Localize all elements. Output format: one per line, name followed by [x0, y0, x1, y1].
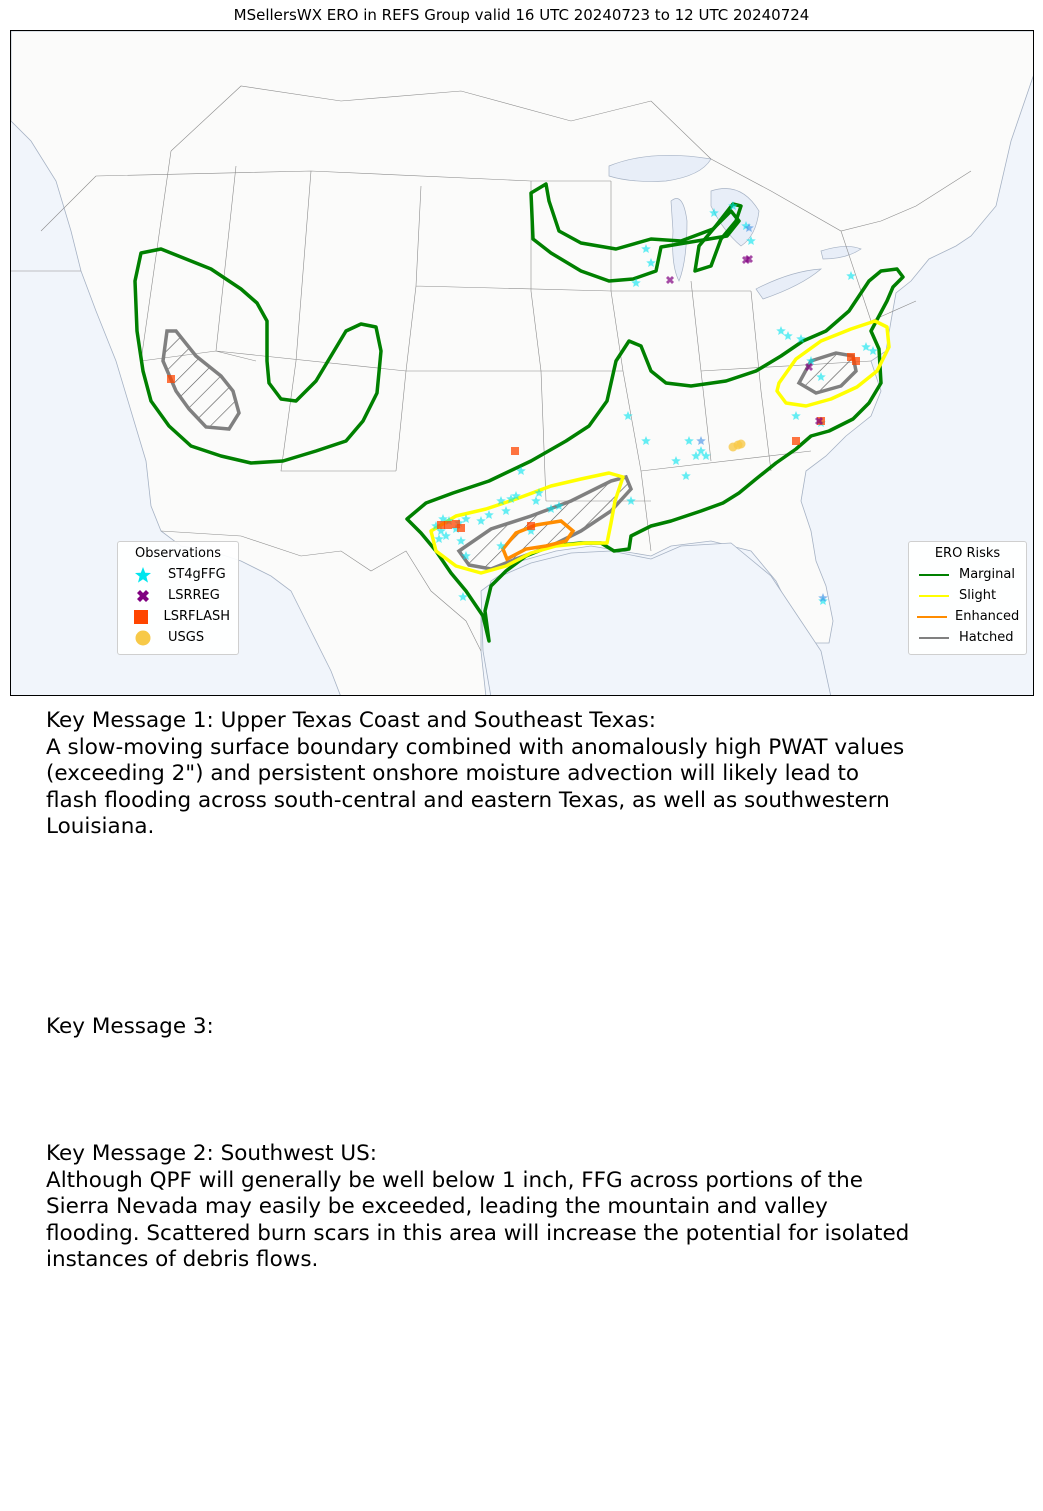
- circle-icon: [126, 629, 160, 647]
- legend-row-enhanced: [917, 606, 1018, 627]
- slight-line-swatch: [917, 595, 951, 597]
- lsrflash-marker: [852, 357, 860, 365]
- star-icon: [126, 566, 160, 584]
- lsrflash-marker: [511, 447, 519, 455]
- usgs-marker: [737, 440, 746, 449]
- legend-label-lsrflash: LSRFLASH: [163, 609, 230, 624]
- square-icon: [126, 608, 156, 626]
- marginal-line-swatch: [917, 574, 951, 576]
- key-message-3: Key Message 3:: [46, 1014, 214, 1039]
- key-message-1: Key Message 1: Upper Texas Coast and Southeast Texas: A slow-moving surface boundary combined with anomalously high PWAT values (exceeding 2") and persistent onshore moisture advection will likely lead to flash flooding across south-central and eastern Texas, as well as southwestern Louisiana.: [46, 708, 905, 840]
- observations-legend: [117, 541, 239, 655]
- legend-row-hatched: [917, 627, 1018, 648]
- observations-legend-title: Observations: [135, 546, 221, 561]
- lsrflash-marker: [444, 521, 452, 529]
- legend-label-hatched: Hatched: [959, 630, 1014, 645]
- x-marker-icon: [126, 587, 160, 605]
- legend-row-lsrflash: [126, 606, 230, 627]
- legend-label-st4gffg: ST4gFFG: [168, 567, 226, 582]
- lsrflash-marker: [792, 437, 800, 445]
- key-message-2: Key Message 2: Southwest US: Although QPF will generally be well below 1 inch, FFG across portions of the Sierra Nevada may easily be exceeded, leading the mountain and valley flooding. Scattered burn scars in this area will increase the potential for isolated instances of debris flows.: [46, 1141, 910, 1273]
- legend-row-usgs: [126, 627, 230, 648]
- legend-row-marginal: [917, 564, 1018, 585]
- legend-row-slight: [917, 585, 1018, 606]
- legend-label-enhanced: Enhanced: [955, 609, 1020, 624]
- lsrflash-marker: [437, 521, 445, 529]
- legend-label-slight: Slight: [959, 588, 997, 603]
- enhanced-line-swatch: [917, 616, 947, 618]
- hatched-line-swatch: [917, 637, 951, 639]
- ero-risks-legend: [908, 541, 1027, 655]
- lsrflash-marker: [167, 375, 175, 383]
- legend-row-lsrreg: [126, 585, 230, 606]
- lsrflash-marker: [527, 522, 535, 530]
- lsrflash-marker: [457, 524, 465, 532]
- legend-label-marginal: Marginal: [959, 567, 1015, 582]
- legend-label-lsrreg: LSRREG: [168, 588, 220, 603]
- ero-legend-title: ERO Risks: [934, 546, 1001, 561]
- legend-label-usgs: USGS: [168, 630, 205, 645]
- map-title: MSellersWX ERO in REFS Group valid 16 UTC 20240723 to 12 UTC 20240724: [233, 6, 810, 24]
- legend-row-st4gffg: [126, 564, 230, 585]
